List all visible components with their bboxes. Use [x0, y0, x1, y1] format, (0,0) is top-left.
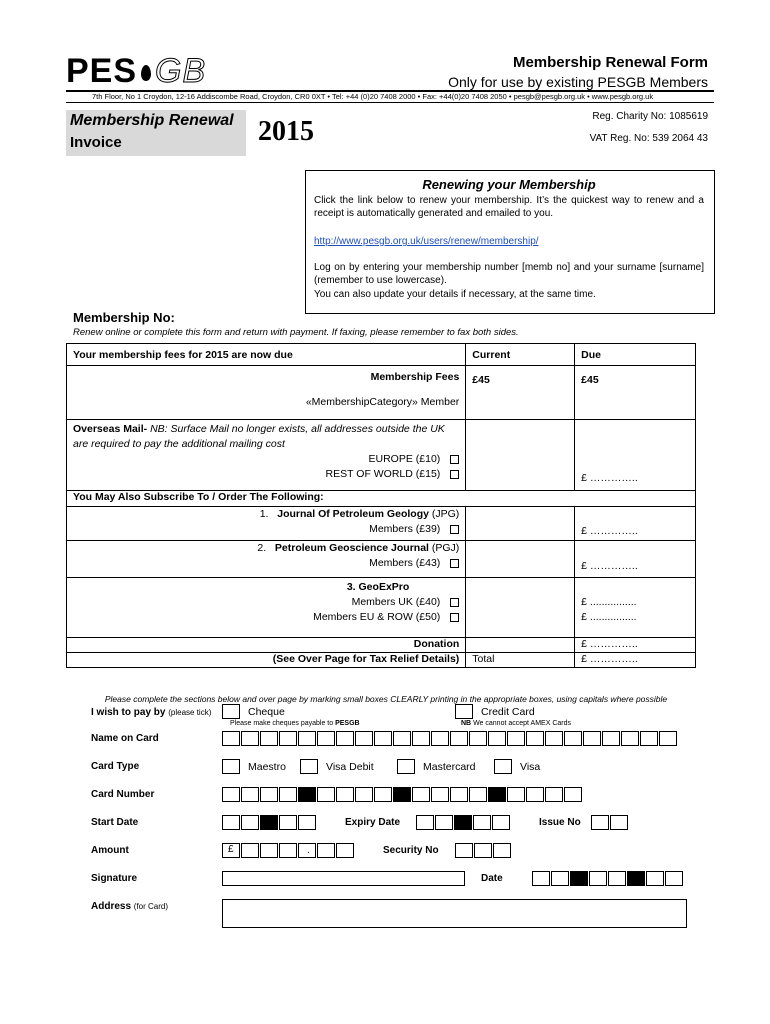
amex-note	[461, 720, 571, 727]
char-box[interactable]	[317, 787, 335, 802]
fees-header-current: Current	[466, 344, 575, 366]
char-box[interactable]	[608, 871, 626, 886]
pgj-num: 2.	[257, 542, 267, 554]
expiry-date-label: Expiry Date	[345, 817, 401, 828]
char-box[interactable]	[393, 731, 411, 746]
char-box[interactable]	[412, 731, 430, 746]
char-box[interactable]	[222, 787, 240, 802]
fees-header-due: Due	[575, 344, 696, 366]
europe-option	[73, 452, 459, 467]
visa-label: Visa	[520, 761, 541, 773]
char-box[interactable]	[526, 731, 544, 746]
char-box[interactable]	[260, 731, 278, 746]
pgj-row	[67, 541, 696, 578]
jpg-members: Members (£39)	[369, 523, 441, 535]
char-box[interactable]	[455, 843, 473, 858]
fees-table	[66, 343, 696, 668]
address-for-card: (for Card)	[133, 902, 169, 911]
char-box[interactable]	[589, 871, 607, 886]
amount-grid[interactable]	[222, 843, 355, 858]
char-box[interactable]	[374, 731, 392, 746]
jpg-row	[67, 507, 696, 541]
char-box[interactable]	[241, 843, 259, 858]
europe-label: EUROPE (£10)	[368, 453, 441, 465]
donation-label: Donation	[67, 638, 466, 653]
amount-pound: £	[228, 844, 234, 855]
renew-paragraph-3: You can also update your details if necessary, at the same time.	[314, 289, 596, 300]
date-grid[interactable]	[532, 871, 684, 886]
char-box[interactable]	[336, 731, 354, 746]
invoice-title-line1: Membership Renewal	[70, 112, 234, 129]
date-label: Date	[481, 873, 503, 884]
geoexpro-due	[575, 578, 696, 638]
cheque-tickbox[interactable]	[222, 704, 240, 719]
pgj-members: Members (£43)	[369, 557, 441, 569]
char-box[interactable]	[551, 871, 569, 886]
char-box[interactable]	[493, 843, 511, 858]
geoexpro-current	[466, 578, 575, 638]
pay-by-text: I wish to pay by	[91, 707, 166, 718]
char-box[interactable]	[532, 871, 550, 886]
amex-text: We cannot accept AMEX Cards	[473, 720, 571, 727]
issue-no-label: Issue No	[539, 817, 581, 828]
char-box[interactable]	[488, 731, 506, 746]
jpg-option	[73, 522, 459, 537]
visa-tickbox[interactable]	[494, 759, 512, 774]
char-box[interactable]	[222, 731, 240, 746]
pesgb-logo	[66, 52, 206, 91]
invoice-year: 2015	[258, 116, 314, 147]
geoexpro-eu-checkbox[interactable]	[450, 613, 459, 622]
signature-field[interactable]	[222, 871, 465, 886]
char-box[interactable]	[336, 787, 354, 802]
char-box[interactable]	[488, 787, 506, 802]
pgj-option	[73, 556, 459, 571]
membership-category: «MembershipCategory» Member	[305, 396, 460, 408]
char-box[interactable]	[317, 843, 335, 858]
char-box[interactable]	[454, 815, 472, 830]
geoexpro-name: 3. GeoExPro	[346, 581, 410, 593]
jpg-due: £ …………..	[575, 507, 696, 541]
renew-link[interactable]: http://www.pesgb.org.uk/users/renew/membership/	[314, 236, 539, 247]
logo-pes: PES	[66, 52, 138, 90]
pgj-due: £ …………..	[575, 541, 696, 578]
card-type-label: Card Type	[91, 761, 140, 772]
renew-link-line	[314, 235, 704, 248]
membership-no-label: Membership No:	[73, 310, 175, 325]
signature-label: Signature	[91, 873, 138, 884]
card-number-label: Card Number	[91, 789, 155, 800]
char-box[interactable]	[279, 731, 297, 746]
geoexpro-eu-option	[73, 610, 459, 625]
char-box[interactable]	[355, 787, 373, 802]
renew-paragraph-1: Click the link below to renew your membership. It’s the quickest way to renew and a receipt is automatically generated and emailed to you.	[314, 195, 704, 219]
mastercard-label: Mastercard	[423, 761, 476, 773]
address-text: Address	[91, 901, 132, 912]
name-on-card-label: Name on Card	[91, 733, 159, 744]
char-box[interactable]	[241, 731, 259, 746]
char-box[interactable]	[393, 787, 411, 802]
char-box[interactable]	[564, 731, 582, 746]
pgj-name: Petroleum Geoscience Journal	[274, 542, 429, 554]
charity-number: Reg. Charity No: 1085619	[592, 111, 708, 122]
pgj-desc	[67, 541, 466, 578]
jpg-desc	[67, 507, 466, 541]
char-box[interactable]	[507, 731, 525, 746]
pgj-current	[466, 541, 575, 578]
char-box[interactable]	[260, 787, 278, 802]
donation-row	[67, 638, 696, 653]
renew-paragraph-2: Log on by entering your membership number [memb no] and your surname [surname] (remember to use lowercase).	[314, 262, 704, 286]
amount-decimal-point: .	[307, 845, 310, 856]
name-on-card-grid[interactable]	[222, 731, 678, 746]
char-box[interactable]	[241, 815, 259, 830]
overseas-due: £ …………..	[575, 420, 696, 491]
geoexpro-uk: Members UK (£40)	[351, 596, 441, 608]
expiry-date-grid[interactable]	[416, 815, 511, 830]
pgj-checkbox[interactable]	[450, 559, 459, 568]
membership-fees-label: Membership Fees	[370, 371, 460, 383]
char-box[interactable]	[279, 843, 297, 858]
fees-header-desc: Your membership fees for 2015 are now due	[67, 344, 466, 366]
jpg-name: Journal Of Petroleum Geology	[277, 508, 429, 520]
maestro-label: Maestro	[248, 761, 286, 773]
credit-card-tickbox[interactable]	[455, 704, 473, 719]
char-box[interactable]	[610, 815, 628, 830]
visa-debit-label: Visa Debit	[326, 761, 374, 773]
geoexpro-uk-due: £ ................	[581, 596, 637, 608]
char-box[interactable]	[621, 731, 639, 746]
mastercard-tickbox[interactable]	[397, 759, 415, 774]
char-box[interactable]	[260, 815, 278, 830]
char-box[interactable]	[298, 815, 316, 830]
geoexpro-uk-checkbox[interactable]	[450, 598, 459, 607]
donation-current	[466, 638, 575, 653]
cheque-payee: PESGB	[335, 720, 360, 727]
subscribe-title: You May Also Subscribe To / Order The Following:	[67, 491, 696, 507]
visa-debit-tickbox[interactable]	[300, 759, 318, 774]
char-box[interactable]	[602, 731, 620, 746]
overseas-note: NB: Surface Mail no longer exists, all addresses outside the UK are required to pay the additional mailing cost	[73, 423, 445, 450]
char-box[interactable]	[583, 731, 601, 746]
tax-relief-label: (See Over Page for Tax Relief Details)	[67, 653, 466, 668]
security-no-label: Security No	[383, 845, 439, 856]
jpg-abbr: (JPG)	[431, 508, 460, 520]
cheque-note	[230, 720, 360, 727]
overseas-title: Overseas Mail-	[73, 423, 148, 435]
vat-number: VAT Reg. No: 539 2064 43	[589, 133, 708, 144]
amex-nb: NB	[461, 720, 472, 727]
total-row	[67, 653, 696, 668]
char-box[interactable]	[665, 871, 683, 886]
char-box[interactable]	[374, 787, 392, 802]
overseas-text	[73, 420, 459, 452]
char-box[interactable]	[564, 787, 582, 802]
address-label	[91, 901, 168, 912]
total-label: Total	[466, 653, 575, 668]
char-box[interactable]	[298, 731, 316, 746]
rest-checkbox[interactable]	[450, 470, 459, 479]
char-box[interactable]	[526, 787, 544, 802]
geoexpro-desc	[67, 578, 466, 638]
membership-fees-current: £45	[466, 366, 575, 420]
form-title: Membership Renewal Form	[512, 54, 708, 71]
membership-fees-desc	[67, 366, 466, 420]
char-box[interactable]	[659, 731, 677, 746]
jpg-checkbox[interactable]	[450, 525, 459, 534]
char-box[interactable]	[646, 871, 664, 886]
form-subtitle: Only for use by existing PESGB Members	[448, 74, 708, 90]
payment-instructions: Please complete the sections below and over page by marking small boxes CLEARLY printing in the appropriate boxes, using capitals where possible	[104, 694, 668, 704]
rest-option	[73, 467, 459, 482]
membership-note: Renew online or complete this form and return with payment. If faxing, please remember to fax both sides.	[73, 327, 519, 338]
char-box[interactable]	[412, 787, 430, 802]
char-box[interactable]	[450, 731, 468, 746]
jpg-num: 1.	[259, 508, 269, 520]
logo-gb: GB	[155, 52, 207, 90]
geoexpro-eu: Members EU & ROW (£50)	[313, 611, 441, 623]
char-box[interactable]	[298, 787, 316, 802]
card-number-grid[interactable]	[222, 787, 583, 802]
char-box[interactable]	[469, 787, 487, 802]
char-box[interactable]	[336, 843, 354, 858]
cheque-label: Cheque	[248, 706, 285, 718]
char-box[interactable]	[317, 731, 335, 746]
char-box[interactable]	[241, 787, 259, 802]
start-date-grid[interactable]	[222, 815, 317, 830]
total-due: £ …………..	[575, 653, 696, 668]
donation-due: £ …………..	[575, 638, 696, 653]
oil-drop-icon	[141, 65, 151, 81]
char-box[interactable]	[469, 731, 487, 746]
amount-label: Amount	[91, 845, 129, 856]
membership-fees-due: £45	[575, 366, 696, 420]
char-box[interactable]	[435, 815, 453, 830]
char-box[interactable]	[591, 815, 609, 830]
char-box[interactable]	[640, 731, 658, 746]
maestro-tickbox[interactable]	[222, 759, 240, 774]
rest-label: REST OF WORLD (£15)	[325, 468, 441, 480]
europe-checkbox[interactable]	[450, 455, 459, 464]
char-box[interactable]	[431, 787, 449, 802]
cheque-note-text: Please make cheques payable to	[230, 720, 334, 727]
char-box[interactable]	[431, 731, 449, 746]
char-box[interactable]	[279, 787, 297, 802]
please-tick: (please tick)	[168, 708, 212, 717]
address-rule	[66, 102, 714, 103]
overseas-current	[466, 420, 575, 491]
char-box[interactable]	[416, 815, 434, 830]
society-address: 7th Floor, No 1 Croydon, 12-16 Addiscombe Road, Croydon, CR0 0XT • Tel: +44 (0)20 7408 2000 • Fax: +44(0)20 7408 2050 • pesgb@pesgb.org.uk • www.pesgb.org.uk	[92, 92, 654, 101]
pay-by-label	[91, 707, 211, 718]
char-box[interactable]	[260, 843, 278, 858]
geoexpro-eu-due: £ ................	[581, 611, 637, 623]
geoexpro-row	[67, 578, 696, 638]
char-box[interactable]	[450, 787, 468, 802]
char-box[interactable]	[507, 787, 525, 802]
security-no-grid[interactable]	[455, 843, 512, 858]
issue-no-grid[interactable]	[591, 815, 629, 830]
char-box[interactable]	[279, 815, 297, 830]
membership-fees-row	[67, 366, 696, 420]
geoexpro-uk-option	[73, 595, 459, 610]
overseas-desc	[67, 420, 466, 491]
address-field[interactable]	[222, 899, 687, 928]
char-box[interactable]	[222, 815, 240, 830]
char-box[interactable]	[473, 815, 491, 830]
char-box[interactable]	[545, 787, 563, 802]
jpg-title	[73, 507, 459, 522]
renew-heading: Renewing your Membership	[422, 177, 596, 192]
char-box[interactable]	[474, 843, 492, 858]
credit-card-label: Credit Card	[481, 706, 535, 718]
pgj-abbr: (PGJ)	[431, 542, 460, 554]
char-box[interactable]	[570, 871, 588, 886]
char-box[interactable]	[492, 815, 510, 830]
char-box[interactable]	[627, 871, 645, 886]
char-box[interactable]	[355, 731, 373, 746]
overseas-row	[67, 420, 696, 491]
fees-header-row	[67, 344, 696, 366]
start-date-label: Start Date	[91, 817, 139, 828]
char-box[interactable]	[545, 731, 563, 746]
subscribe-header-row	[67, 491, 696, 507]
invoice-title-line2: Invoice	[70, 134, 122, 151]
pgj-title	[73, 541, 459, 556]
jpg-current	[466, 507, 575, 541]
